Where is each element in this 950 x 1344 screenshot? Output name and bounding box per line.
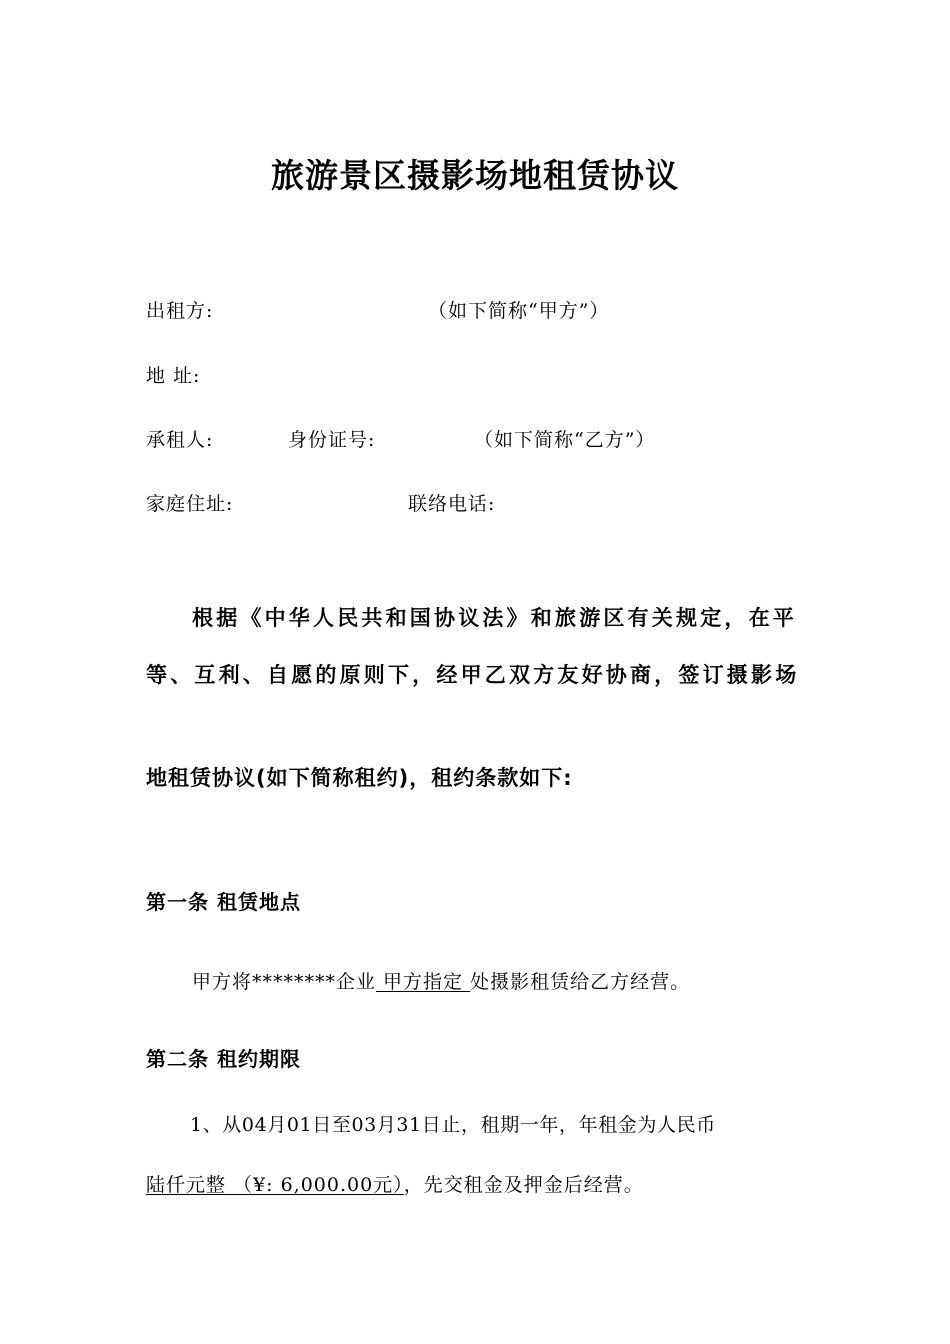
lessee-label: 承租人: bbox=[146, 429, 214, 451]
article-2-line-1: 1、从04月01日至03月31日止，租期一年，年租金为人民币 bbox=[190, 1114, 716, 1136]
rent-amount: 陆仟元整 （¥: 6,000.00元） bbox=[146, 1174, 404, 1196]
article-1-text-after: 处摄影租赁给乙方经营。 bbox=[470, 971, 691, 993]
address-label: 地 址: bbox=[146, 365, 201, 387]
phone-label: 联络电话: bbox=[408, 493, 496, 515]
article-2-line-2 bbox=[146, 1170, 644, 1197]
lessor-alias: （如下简称“甲方”） bbox=[428, 300, 610, 322]
preamble-line-3: 地租赁协议(如下简称租约)，租约条款如下: bbox=[146, 766, 573, 790]
article-1-heading: 第一条 租赁地点 bbox=[146, 890, 301, 914]
article-2-line-2-after: ，先交租金及押金后经营。 bbox=[403, 1174, 644, 1196]
article-1-designated-location: 甲方指定 bbox=[376, 971, 471, 993]
preamble-line-1: 根据《中华人民共和国协议法》和旅游区有关规定，在平 bbox=[192, 606, 797, 630]
lessor-label: 出租方: bbox=[146, 300, 214, 322]
preamble-line-2: 等、互利、自愿的原则下，经甲乙双方友好协商，签订摄影场 bbox=[146, 663, 800, 687]
article-2-heading: 第二条 租约期限 bbox=[146, 1047, 301, 1071]
home-address-label: 家庭住址: bbox=[146, 493, 234, 515]
article-1-text-before: 甲方将********企业 bbox=[192, 971, 377, 993]
document-title: 旅游景区摄影场地租赁协议 bbox=[271, 156, 679, 195]
id-number-label: 身份证号: bbox=[288, 429, 376, 451]
article-1-text bbox=[192, 967, 690, 994]
lessee-alias: （如下简称“乙方”） bbox=[474, 429, 656, 451]
